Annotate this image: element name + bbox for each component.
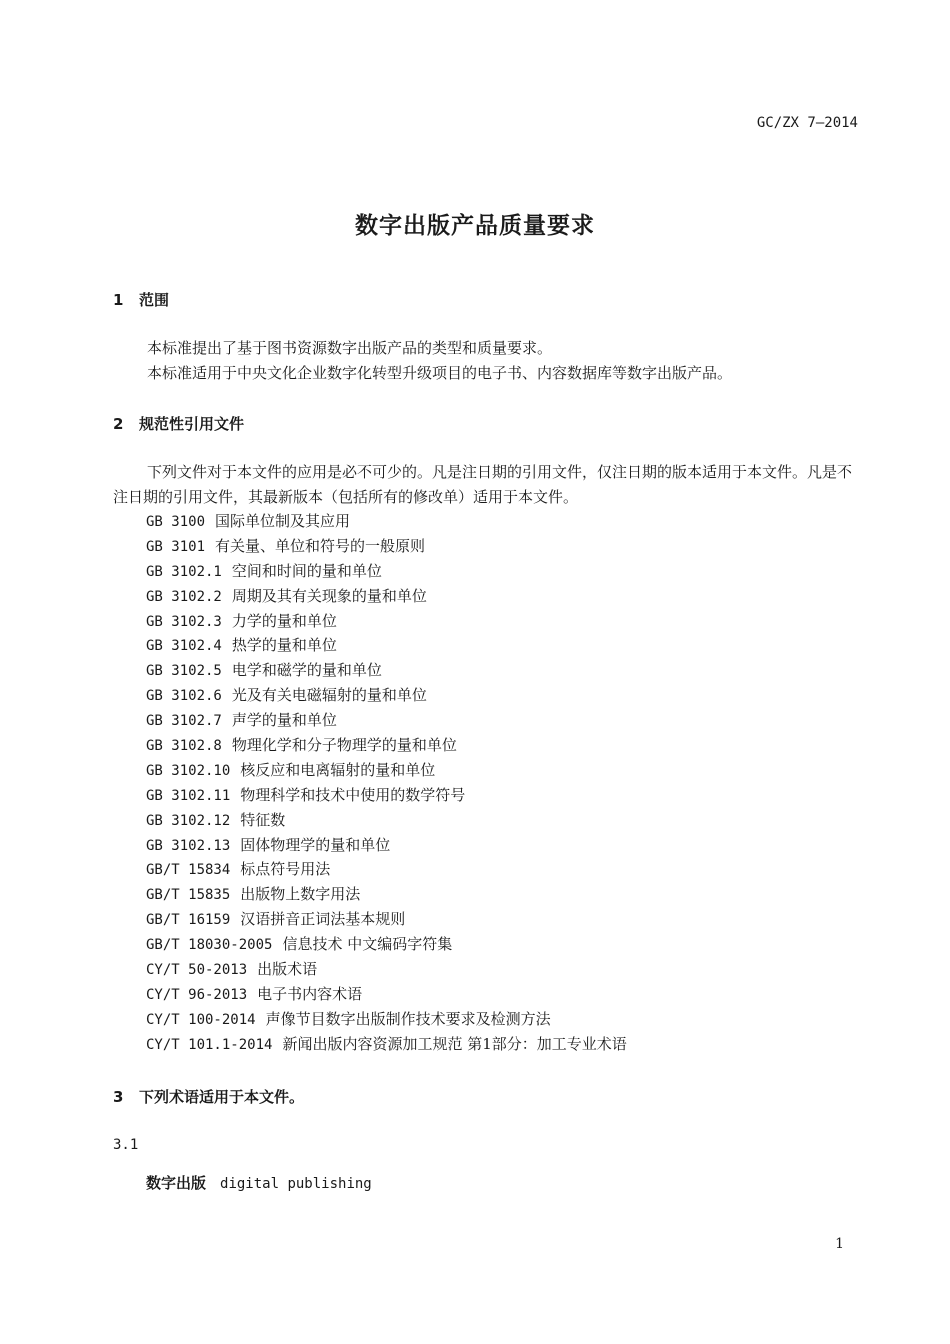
term-number: 3.1 bbox=[113, 1137, 139, 1153]
reference-item bbox=[146, 907, 627, 932]
reference-item bbox=[146, 833, 627, 858]
reference-code: GB 3102.6 bbox=[146, 688, 222, 705]
reference-item bbox=[146, 683, 627, 708]
reference-code: GB 3102.1 bbox=[146, 563, 222, 580]
reference-title: 电子书内容术语 bbox=[257, 984, 363, 1003]
page-number: 1 bbox=[835, 1236, 844, 1252]
reference-code: GB 3102.12 bbox=[146, 812, 231, 829]
term-entry bbox=[146, 1172, 372, 1193]
reference-code: CY/T 50-2013 bbox=[146, 962, 248, 979]
reference-code: CY/T 96-2013 bbox=[146, 986, 248, 1003]
reference-item bbox=[146, 708, 627, 733]
reference-code: GB 3102.8 bbox=[146, 738, 222, 755]
reference-title: 物理科学和技术中使用的数学符号 bbox=[240, 785, 466, 804]
reference-code: GB 3102.2 bbox=[146, 588, 222, 605]
term-chinese: 数字出版 bbox=[146, 1174, 207, 1192]
reference-title: 空间和时间的量和单位 bbox=[231, 561, 382, 580]
section-2-body bbox=[113, 460, 858, 510]
reference-title: 热学的量和单位 bbox=[231, 636, 337, 655]
reference-code: GB 3100 bbox=[146, 514, 206, 530]
reference-code: CY/T 100-2014 bbox=[146, 1011, 256, 1028]
reference-item bbox=[146, 534, 627, 559]
reference-title: 物理化学和分子物理学的量和单位 bbox=[231, 736, 457, 755]
reference-title: 标点符号用法 bbox=[240, 860, 331, 879]
standard-code: GC/ZX 7—2014 bbox=[756, 115, 858, 131]
reference-item bbox=[146, 559, 627, 584]
reference-code: CY/T 101.1-2014 bbox=[146, 1036, 273, 1053]
reference-title: 出版术语 bbox=[257, 960, 318, 979]
reference-title: 信息技术 中文编码字符集 bbox=[282, 935, 453, 954]
reference-title: 电学和磁学的量和单位 bbox=[231, 661, 382, 680]
section-number: 2 bbox=[113, 415, 124, 433]
section-title: 下列术语适用于本文件。 bbox=[139, 1088, 305, 1106]
reference-item bbox=[146, 584, 627, 609]
paragraph: 下列文件对于本文件的应用是必不可少的。凡是注日期的引用文件，仅注日期的版本适用于本文件。凡是不注日期的引用文件，其最新版本（包括所有的修改单）适用于本文件。 bbox=[113, 463, 853, 506]
reference-code: GB/T 18030-2005 bbox=[146, 937, 273, 954]
reference-title: 新闻出版内容资源加工规范 第1部分：加工专业术语 bbox=[282, 1034, 627, 1053]
reference-item bbox=[146, 733, 627, 758]
section-title: 规范性引用文件 bbox=[139, 415, 245, 433]
section-title: 范围 bbox=[139, 291, 170, 309]
reference-title: 固体物理学的量和单位 bbox=[240, 835, 391, 854]
reference-code: GB 3102.5 bbox=[146, 663, 222, 680]
reference-title: 特征数 bbox=[240, 810, 286, 829]
reference-item bbox=[146, 957, 627, 982]
reference-title: 核反应和电离辐射的量和单位 bbox=[240, 760, 436, 779]
document-title: 数字出版产品质量要求 bbox=[355, 213, 595, 239]
reference-item bbox=[146, 509, 627, 534]
section-3-heading bbox=[113, 1086, 304, 1107]
reference-code: GB/T 16159 bbox=[146, 912, 231, 929]
reference-item bbox=[146, 882, 627, 907]
reference-item bbox=[146, 1007, 627, 1032]
section-number: 3 bbox=[113, 1088, 124, 1106]
reference-title: 汉语拼音正词法基本规则 bbox=[240, 910, 406, 929]
term-english: digital publishing bbox=[220, 1176, 372, 1192]
section-number: 1 bbox=[113, 291, 124, 309]
reference-item bbox=[146, 932, 627, 957]
reference-code: GB 3102.4 bbox=[146, 638, 222, 655]
reference-item bbox=[146, 783, 627, 808]
reference-title: 国际单位制及其应用 bbox=[215, 512, 351, 530]
reference-title: 声像节目数字出版制作技术要求及检测方法 bbox=[265, 1009, 551, 1028]
section-1-heading bbox=[113, 289, 169, 310]
reference-item bbox=[146, 758, 627, 783]
section-2-heading bbox=[113, 413, 244, 434]
reference-title: 出版物上数字用法 bbox=[240, 885, 361, 904]
reference-code: GB 3101 bbox=[146, 538, 206, 555]
reference-title: 有关量、单位和符号的一般原则 bbox=[215, 536, 426, 555]
reference-item bbox=[146, 982, 627, 1007]
reference-code: GB/T 15834 bbox=[146, 862, 231, 879]
reference-code: GB 3102.7 bbox=[146, 713, 222, 730]
reference-item bbox=[146, 808, 627, 833]
reference-code: GB 3102.13 bbox=[146, 837, 231, 854]
reference-list bbox=[146, 509, 627, 1057]
reference-code: GB 3102.11 bbox=[146, 787, 231, 804]
reference-title: 力学的量和单位 bbox=[231, 611, 337, 630]
reference-code: GB 3102.10 bbox=[146, 762, 231, 779]
reference-item bbox=[146, 609, 627, 634]
reference-item bbox=[146, 658, 627, 683]
reference-title: 声学的量和单位 bbox=[231, 711, 337, 730]
reference-title: 光及有关电磁辐射的量和单位 bbox=[231, 686, 427, 705]
section-1-body bbox=[113, 336, 858, 386]
reference-code: GB 3102.3 bbox=[146, 613, 222, 630]
paragraph: 本标准提出了基于图书资源数字出版产品的类型和质量要求。 bbox=[147, 339, 553, 357]
reference-item bbox=[146, 857, 627, 882]
paragraph: 本标准适用于中央文化企业数字化转型升级项目的电子书、内容数据库等数字出版产品。 bbox=[147, 364, 733, 382]
reference-code: GB/T 15835 bbox=[146, 887, 231, 904]
reference-item bbox=[146, 633, 627, 658]
reference-title: 周期及其有关现象的量和单位 bbox=[231, 586, 427, 605]
reference-item bbox=[146, 1032, 627, 1057]
